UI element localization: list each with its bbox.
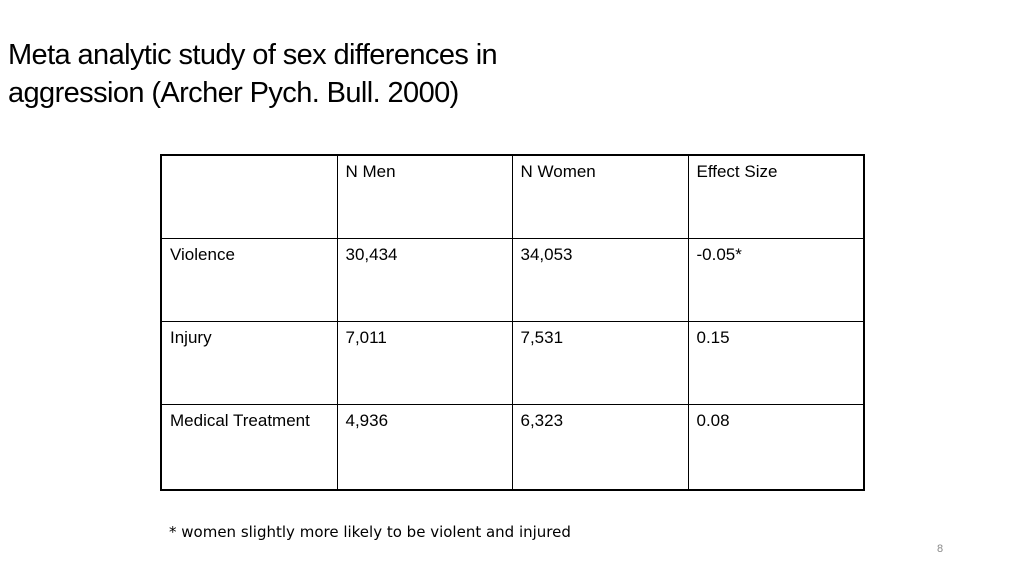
slide-title-line-2: aggression (Archer Pych. Bull. 2000) — [8, 77, 459, 109]
row-label-cell: Violence — [161, 239, 337, 322]
header-cell-effect-size: Effect Size — [688, 155, 864, 239]
n-men-cell: 4,936 — [337, 405, 512, 491]
data-table — [160, 154, 865, 491]
n-men-cell: 7,011 — [337, 322, 512, 405]
table-row-medical-treatment — [161, 405, 864, 491]
page-number: 8 — [937, 543, 944, 555]
header-cell-n-men: N Men — [337, 155, 512, 239]
table-row-injury — [161, 322, 864, 405]
slide-title-line-1: Meta analytic study of sex differences in — [8, 39, 498, 71]
table-header-row — [161, 155, 864, 239]
n-women-cell: 7,531 — [512, 322, 688, 405]
n-women-cell: 34,053 — [512, 239, 688, 322]
slide-title — [8, 36, 648, 112]
effect-size-cell: 0.08 — [688, 405, 864, 491]
footnote: * women slightly more likely to be violent and injured — [169, 523, 571, 541]
row-label-cell: Medical Treatment — [161, 405, 337, 491]
row-label-cell: Injury — [161, 322, 337, 405]
header-cell-empty — [161, 155, 337, 239]
n-men-cell: 30,434 — [337, 239, 512, 322]
n-women-cell: 6,323 — [512, 405, 688, 491]
effect-size-cell: 0.15 — [688, 322, 864, 405]
effect-size-cell: -0.05* — [688, 239, 864, 322]
table-row-violence — [161, 239, 864, 322]
header-cell-n-women: N Women — [512, 155, 688, 239]
